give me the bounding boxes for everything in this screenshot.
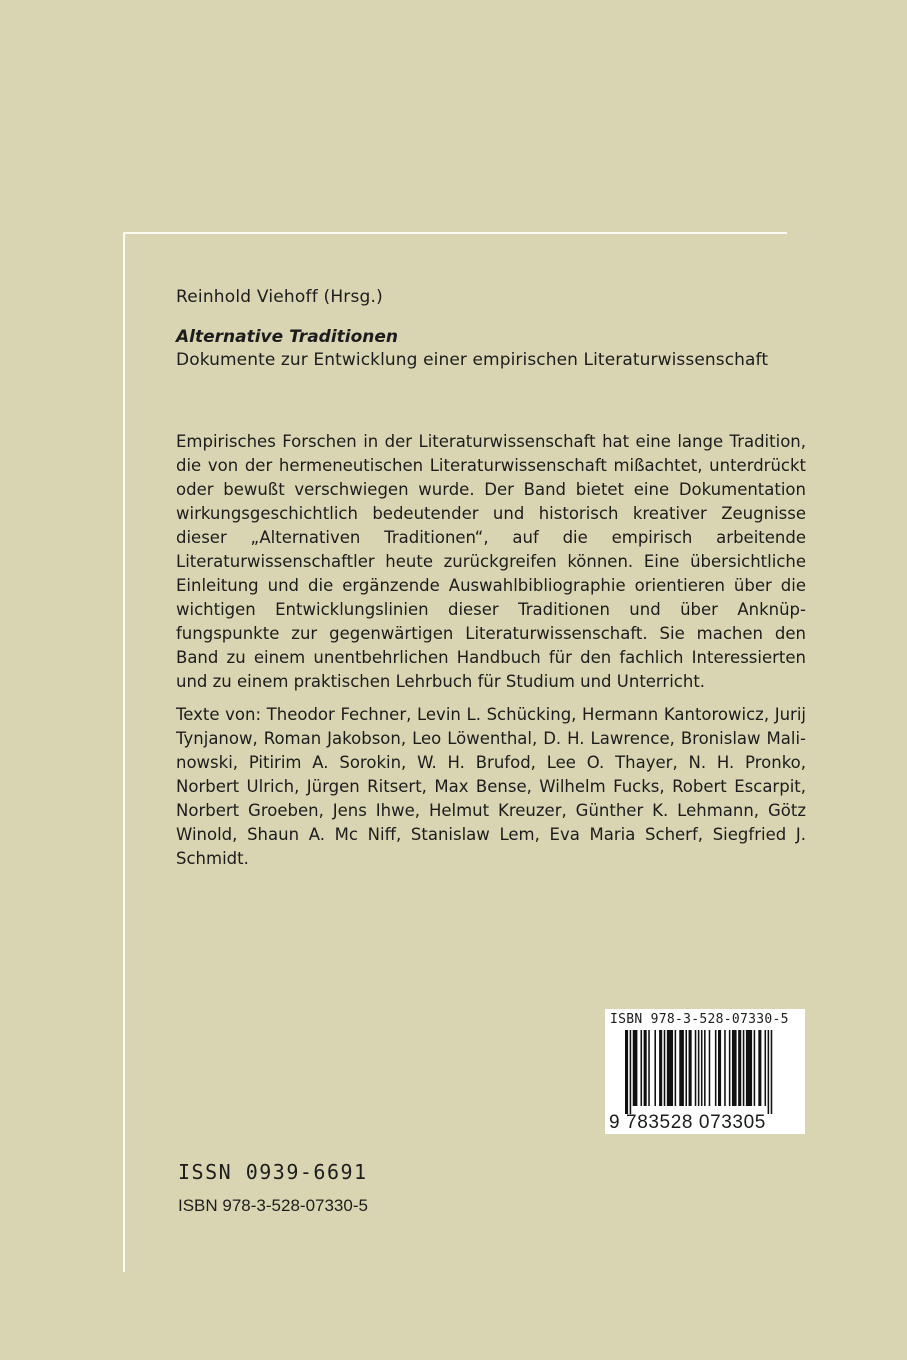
barcode-bar: [724, 1030, 726, 1106]
barcode-bar: [738, 1030, 741, 1106]
barcode-bar: [664, 1030, 666, 1106]
issn-number: ISSN 0939-6691: [178, 1160, 368, 1184]
barcode-bar: [715, 1030, 717, 1106]
barcode-bar: [758, 1030, 761, 1106]
isbn-number: ISBN 978-3-528-07330-5: [178, 1196, 368, 1215]
barcode-bar: [765, 1030, 767, 1106]
barcode-bar: [644, 1030, 647, 1106]
barcode-bar: [754, 1030, 756, 1106]
barcode-bar: [746, 1030, 752, 1106]
barcode-bar: [718, 1030, 721, 1106]
barcode-bar: [768, 1030, 770, 1114]
barcode-bar: [648, 1030, 650, 1106]
barcode-bar: [709, 1030, 711, 1106]
editor-name: Reinhold Viehoff (Hrsg.): [176, 287, 383, 307]
barcode-bar: [743, 1030, 745, 1106]
barcode-bar: [701, 1030, 703, 1106]
barcode-bar: [689, 1030, 692, 1106]
barcode-isbn-text: ISBN 978-3-528-07330-5: [610, 1012, 789, 1027]
book-title: Alternative Traditionen: [176, 327, 399, 347]
barcode-bar: [641, 1030, 643, 1106]
description-paragraph: Empirisches Forschen in der Literaturwissenschaft hat eine lange Tradition, die von der hermeneutischen Literaturwissenschaft mißachtet, unterdrückt oder bewußt verschwiegen wurde. Der Band bietet eine Dokumentation wirkungsgeschichtlich bedeutender und historisch kreativer Zeugnisse dieser „Alternativen Traditionen“, auf die empirisch arbeitende Literaturwissenschaftler heute zurückgreifen können. Eine übersichtliche Einleitung und die ergänzende Auswahlbibliographie orientieren über die wichtigen Entwicklungslinien dieser Traditionen und über Anknüpfungspunkte zur gegenwärtigen Literaturwissenschaft. Sie machen den Band zu einem unentbehrlichen Handbuch für den fachlich Interessierten und zu einem praktischen Lehrbuch für Studium und Unterricht.: [176, 432, 806, 691]
barcode-bar: [625, 1030, 628, 1114]
barcode-bar: [729, 1030, 731, 1106]
barcode-bar: [667, 1030, 673, 1106]
barcode-bars: [625, 1030, 789, 1114]
contributors-paragraph: Texte von: Theodor Fechner, Levin L. Schücking, Hermann Kantorowicz, Jurij Tynjanow, Roman Jakobson, Leo Löwenthal, D. H. Lawrence, Bronislaw Malinowski, Pitirim A. Sorokin, W. H. Brufod, Lee O. Thayer, N. H. Pronko, Norbert Ulrich, Jürgen Ritsert, Max Bense, Wilhelm Fucks, Robert Escarpit, Norbert Groeben, Jens Ihwe, Helmut Kreuzer, Günther K. Lehmann, Götz Winold, Shaun A. Mc Niff, Stanislaw Lem, Eva Maria Scherf, Siegfried J. Schmidt.: [176, 705, 806, 868]
isbn-barcode: [605, 1009, 805, 1134]
barcode-bar: [771, 1030, 773, 1114]
barcode-bar: [685, 1030, 687, 1106]
barcode-digits: 9 783528 073305: [609, 1112, 766, 1133]
barcode-bar: [698, 1030, 700, 1106]
barcode-bar: [679, 1030, 684, 1106]
barcode-bar: [654, 1030, 656, 1106]
barcode-bar: [630, 1030, 632, 1114]
barcode-bar: [732, 1030, 737, 1106]
barcode-bar: [633, 1030, 638, 1106]
barcode-bar: [704, 1030, 706, 1106]
barcode-bar: [695, 1030, 697, 1106]
barcode-bar: [659, 1030, 662, 1106]
blurb: [176, 430, 806, 880]
barcode-bar: [675, 1030, 677, 1106]
book-subtitle: Dokumente zur Entwicklung einer empirischen Literaturwissenschaft: [176, 350, 769, 370]
